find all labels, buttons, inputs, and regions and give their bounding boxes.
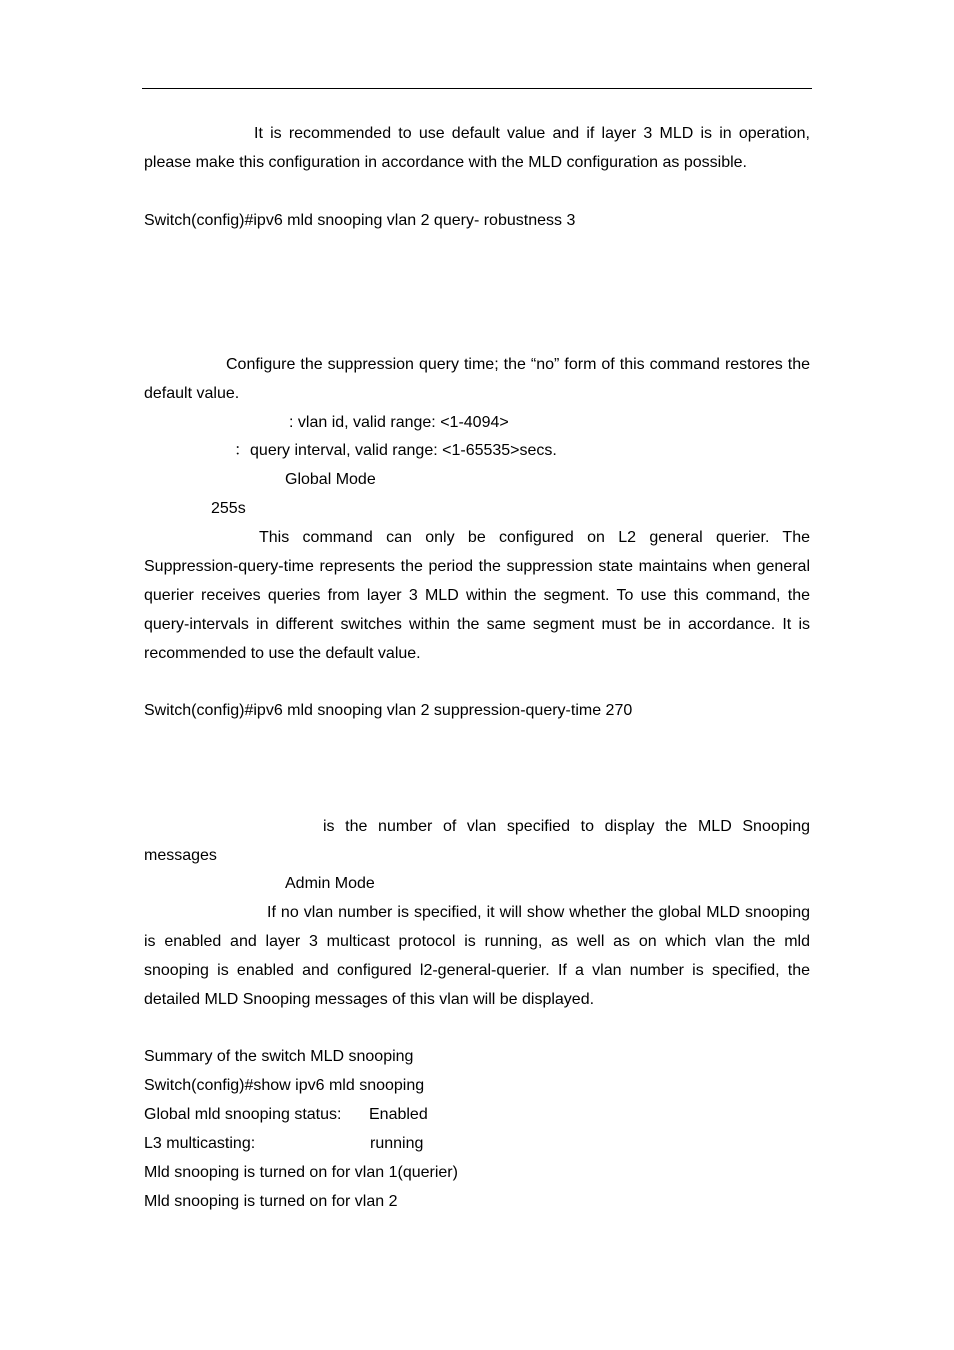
default-value: 255s <box>211 500 246 517</box>
command-mode-admin: Admin Mode <box>285 875 375 892</box>
usage-guide-suppression-text: This command can only be configured on L2 general querier. The Suppression-query-time represents the period the suppression state maintains when general querier receives queries from layer 3 MLD within the segment. To use this command, the query-intervals in different switches within the same segment must be in accordance. It is recommended to use the default value. <box>144 529 810 662</box>
function-suppression-query-time-text: Configure the suppression query time; the “no” form of this command restores the default value. <box>144 356 810 402</box>
parameter-query-interval-text: query interval, valid range: <1-65535>secs. <box>250 442 557 459</box>
example-command-robustness: Switch(config)#ipv6 mld snooping vlan 2 query- robustness 3 <box>144 212 576 229</box>
parameter-colon: ： <box>234 442 251 459</box>
output-l3-value: running <box>370 1135 424 1152</box>
usage-guide-show-text: If no vlan number is specified, it will show whether the global MLD snooping is enabled and layer 3 multicast protocol is running, as well as on which vlan the mld snooping is enabled and configured l2-general-querier. If a vlan number is specified, the detailed MLD Snooping messages of this vlan will be displayed. <box>144 904 810 1008</box>
example-command-suppression: Switch(config)#ipv6 mld snooping vlan 2 suppression-query-time 270 <box>144 702 633 719</box>
usage-guide-show <box>144 898 810 1014</box>
usage-guide-robustness <box>144 119 810 177</box>
output-vlan-line-1: Mld snooping is turned on for vlan 1(querier) <box>144 1164 458 1181</box>
output-l3-label: L3 multicasting: <box>144 1135 256 1152</box>
usage-guide-robustness-text: It is recommended to use default value and if layer 3 MLD is in operation, please make this configuration in accordance with the MLD configuration as possible. <box>144 125 810 171</box>
output-vlan-line-2: Mld snooping is turned on for vlan 2 <box>144 1193 398 1210</box>
command-mode-global: Global Mode <box>285 471 376 488</box>
example-command-show: Switch(config)#show ipv6 mld snooping <box>144 1077 425 1094</box>
header-rule <box>142 88 812 89</box>
function-suppression-query-time <box>144 350 810 408</box>
parameter-vlan-id: : vlan id, valid range: <1-4094> <box>289 414 509 431</box>
parameter-vlan-display <box>144 812 810 870</box>
example-title: Summary of the switch MLD snooping <box>144 1048 414 1065</box>
output-status-value: Enabled <box>369 1106 428 1123</box>
output-status-label: Global mld snooping status: <box>144 1106 342 1123</box>
usage-guide-suppression <box>144 523 810 668</box>
parameter-vlan-display-text: is the number of vlan specified to display the MLD Snooping messages <box>144 818 810 864</box>
parameter-query-interval <box>234 441 557 461</box>
